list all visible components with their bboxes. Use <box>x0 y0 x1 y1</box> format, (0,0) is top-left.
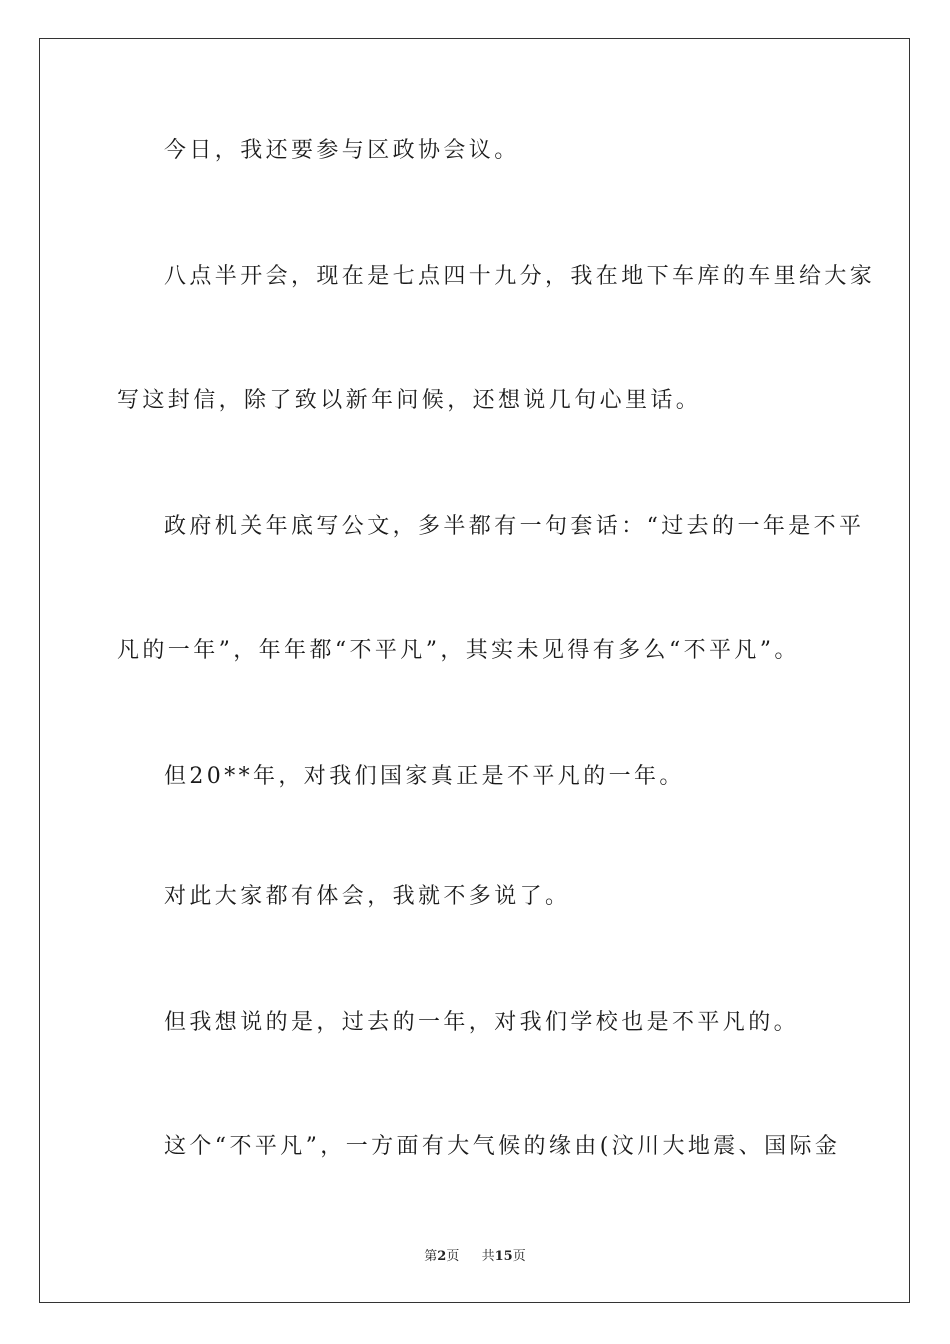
paragraph-line: 这个“不平凡”，一方面有大气候的缘由(汶川大地震、国际金 <box>164 1134 841 1159</box>
total-suffix: 页 <box>512 1249 526 1264</box>
page-prefix: 第 <box>424 1249 438 1264</box>
paragraph-line: 今日，我还要参与区政协会议。 <box>164 138 520 163</box>
total-page-count: 15 <box>494 1249 513 1264</box>
paragraph-line: 但我想说的是，过去的一年，对我们学校也是不平凡的。 <box>164 1010 800 1035</box>
paragraph-line: 对此大家都有体会，我就不多说了。 <box>164 884 571 909</box>
total-prefix: 共 <box>481 1249 495 1264</box>
paragraph-line: 写这封信，除了致以新年问候，还想说几句心里话。 <box>117 388 702 413</box>
paragraph-line: 但20**年，对我们国家真正是不平凡的一年。 <box>164 764 685 789</box>
page-suffix: 页 <box>446 1249 460 1264</box>
page-footer <box>0 1245 950 1264</box>
paragraph-line: 政府机关年底写公文，多半都有一句套话：“过去的一年是不平 <box>164 514 865 539</box>
paragraph-line: 凡的一年”，年年都“不平凡”，其实未见得有多么“不平凡”。 <box>117 638 800 663</box>
paragraph-line: 八点半开会，现在是七点四十九分，我在地下车库的车里给大家 <box>164 264 876 289</box>
current-page-number: 2 <box>437 1249 447 1264</box>
page-border <box>39 38 910 1303</box>
